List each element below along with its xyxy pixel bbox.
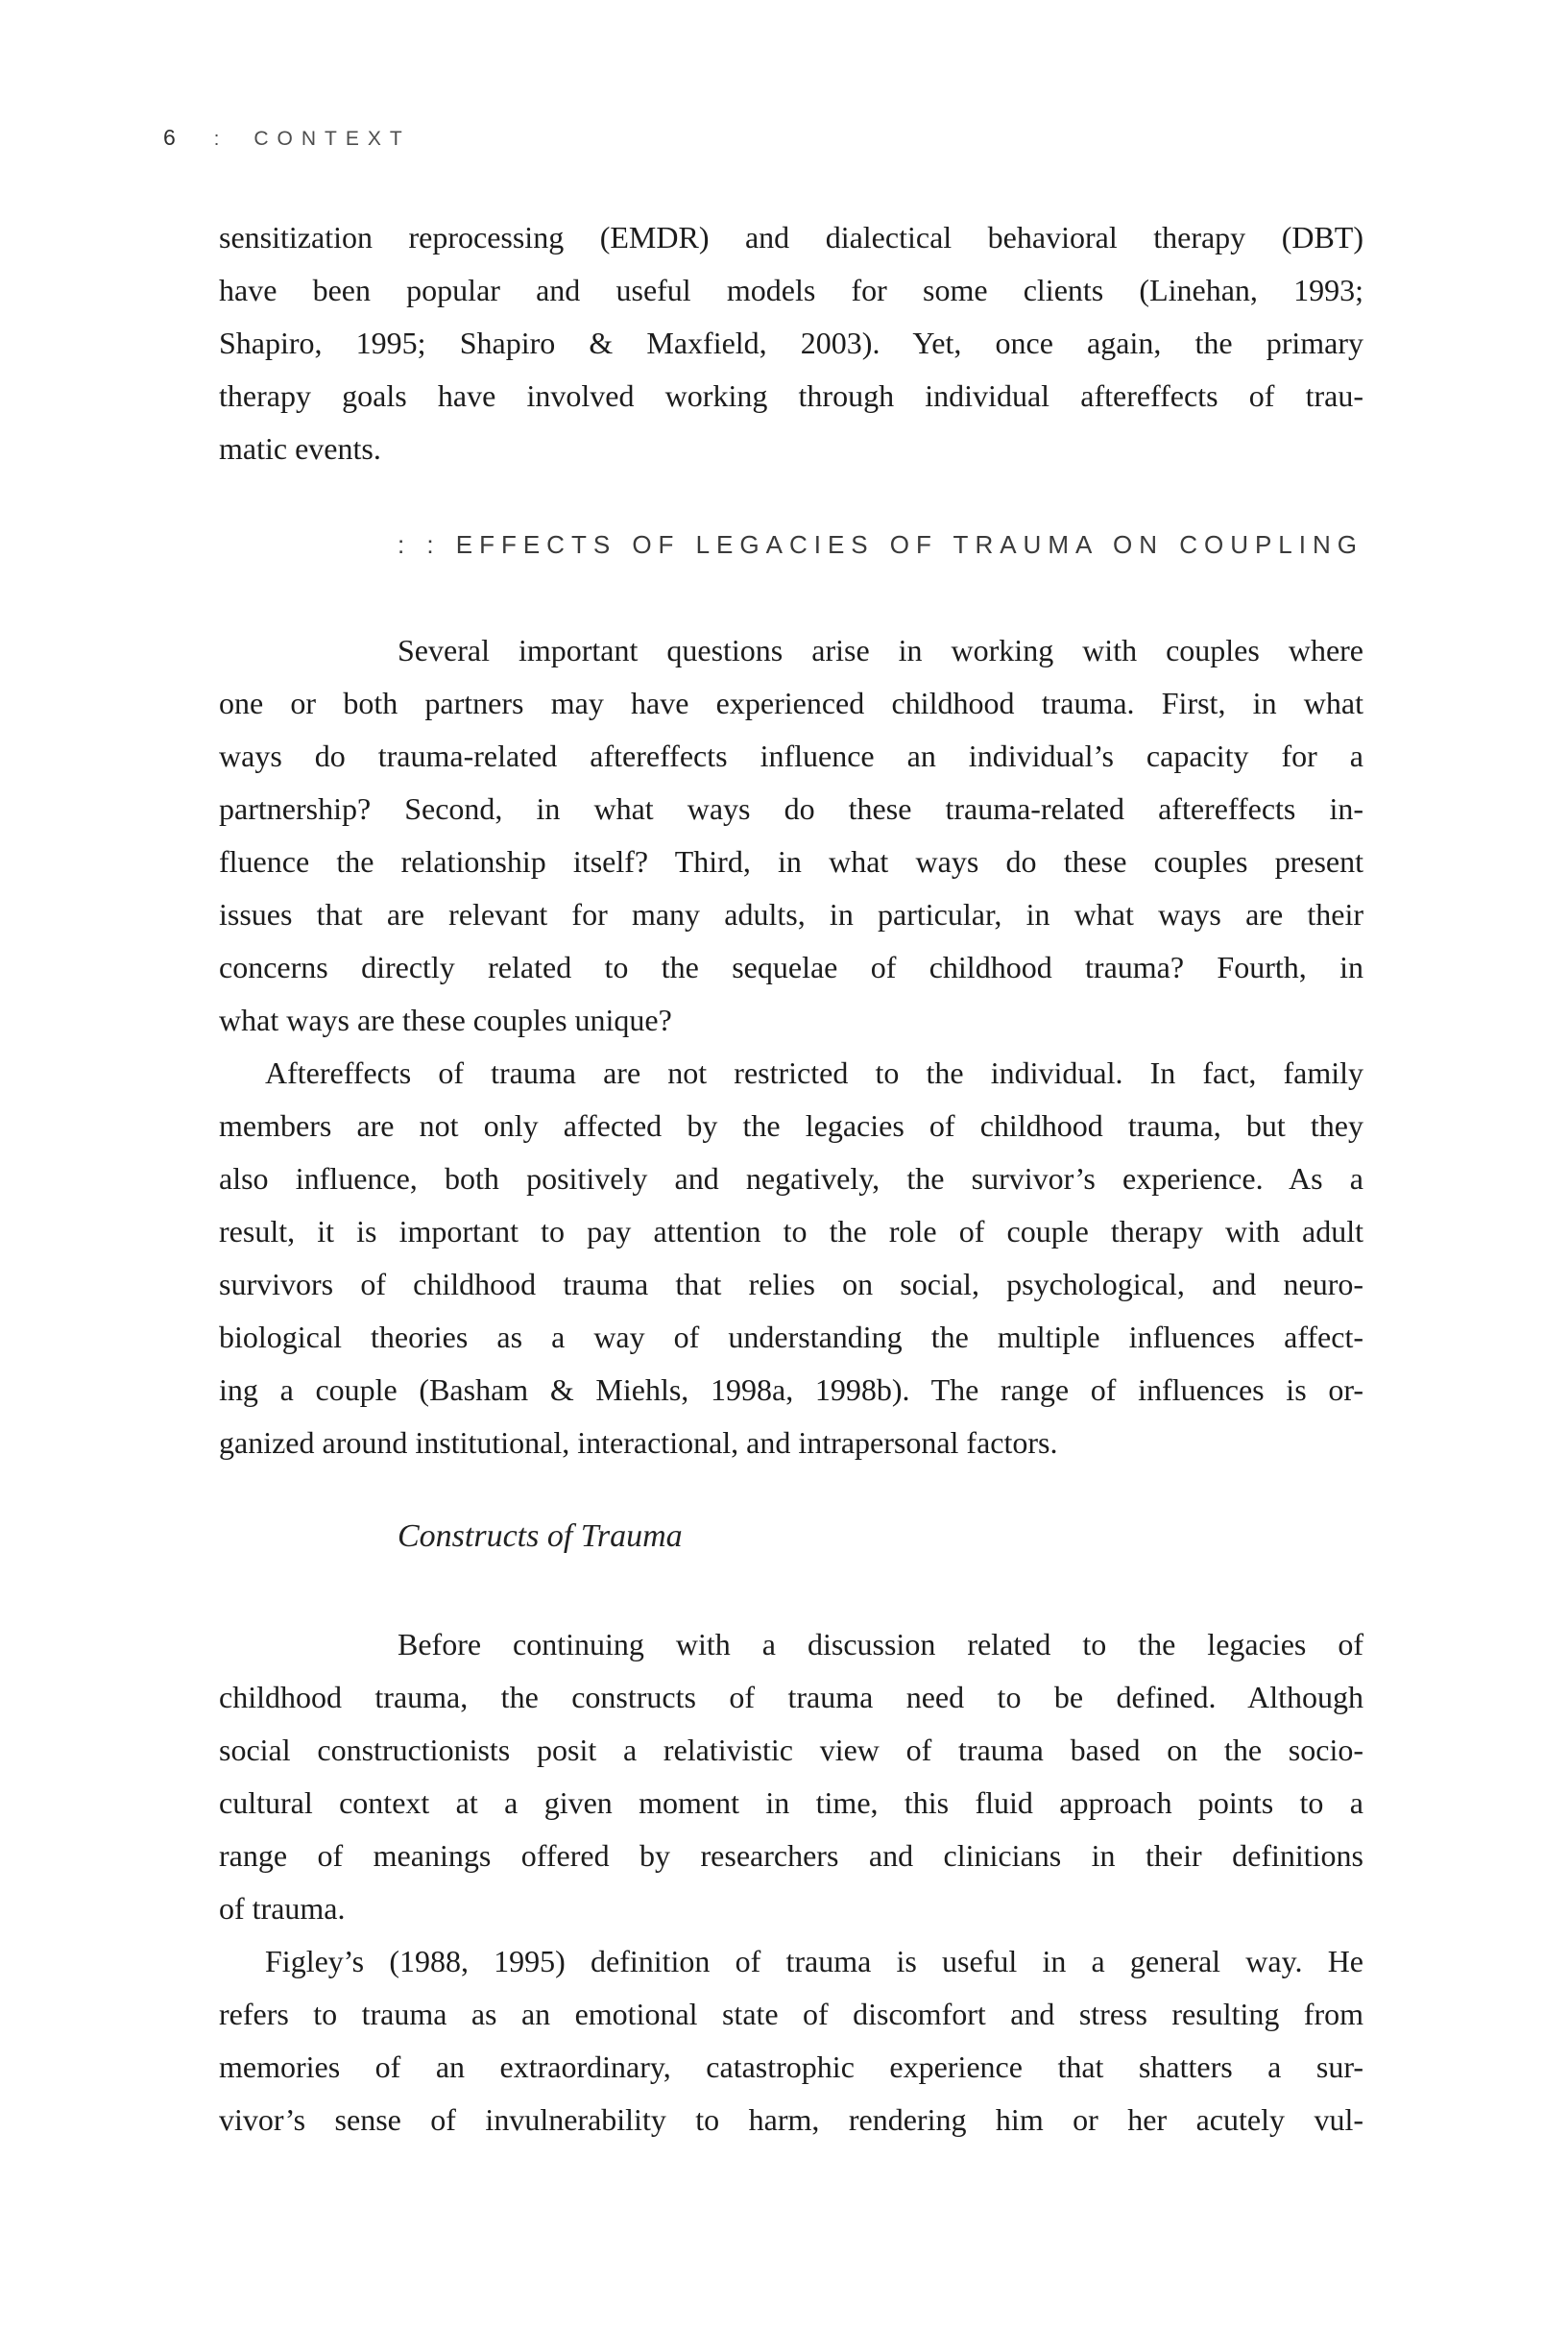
text-column (219, 0, 1363, 2146)
text-line: social constructionists posit a relativistic view of trauma based on the socio- (219, 1733, 1363, 1767)
text-line: have been popular and useful models for some clients (Linehan, 1993; (219, 273, 1363, 307)
text-line: biological theories as a way of understanding the multiple influences affect- (219, 1320, 1363, 1354)
text-line: members are not only affected by the legacies of childhood trauma, but they (219, 1108, 1363, 1143)
paragraph (219, 1618, 1363, 1935)
text-line: cultural context at a given moment in time, this fluid approach points to a (219, 1785, 1363, 1820)
text-line: partnership? Second, in what ways do these trauma-related aftereffects in- (219, 791, 1363, 826)
text-line: Before continuing with a discussion related to the legacies of (398, 1627, 1363, 1661)
page-number: 6 (163, 125, 176, 150)
paragraph (219, 624, 1363, 1047)
text-line: Shapiro, 1995; Shapiro & Maxfield, 2003). Yet, once again, the primary (219, 326, 1363, 360)
paragraph (219, 211, 1363, 475)
text-line: survivors of childhood trauma that relies on social, psychological, and neuro- (219, 1267, 1363, 1301)
text-line: result, it is important to pay attention to the role of couple therapy with adult (219, 1214, 1363, 1249)
text-line: ing a couple (Basham & Miehls, 1998a, 1998b). The range of influences is or- (219, 1372, 1363, 1407)
section-heading: : : EFFECTS OF LEGACIES OF TRAUMA ON COUPLING (398, 530, 1363, 559)
text-line: ways do trauma-related aftereffects influence an individual’s capacity for a (219, 739, 1363, 773)
text-line: memories of an extraordinary, catastrophic experience that shatters a sur- (219, 2049, 1363, 2084)
text-line: range of meanings offered by researchers and clinicians in their definitions (219, 1838, 1363, 1873)
running-head-title: CONTEXT (253, 128, 411, 150)
subsection-heading: Constructs of Trauma (398, 1518, 683, 1554)
text-line: matic events. (219, 431, 381, 466)
text-line: fluence the relationship itself? Third, in what ways do these couples present (219, 844, 1363, 879)
paragraph (219, 1935, 1363, 2146)
text-line: vivor’s sense of invulnerability to harm, rendering him or her acutely vul- (219, 2102, 1363, 2137)
text-line: sensitization reprocessing (EMDR) and dialectical behavioral therapy (DBT) (219, 220, 1363, 255)
text-line: ganized around institutional, interactional, and intrapersonal factors. (219, 1425, 1058, 1460)
running-head-separator: : (213, 129, 220, 150)
text-line: Several important questions arise in working with couples where (398, 633, 1363, 667)
text-line: of trauma. (219, 1891, 346, 1926)
paragraph (219, 1047, 1363, 1469)
text-line: therapy goals have involved working through individual aftereffects of trau- (219, 378, 1363, 413)
text-line: what ways are these couples unique? (219, 1003, 672, 1037)
text-line: Aftereffects of trauma are not restricted to the individual. In fact, family (265, 1055, 1363, 1090)
text-line: childhood trauma, the constructs of trauma need to be defined. Although (219, 1680, 1363, 1714)
text-line: refers to trauma as an emotional state of discomfort and stress resulting from (219, 1997, 1363, 2031)
text-line: concerns directly related to the sequelae of childhood trauma? Fourth, in (219, 950, 1363, 984)
text-line: issues that are relevant for many adults, in particular, in what ways are their (219, 897, 1363, 932)
text-line: one or both partners may have experienced childhood trauma. First, in what (219, 686, 1363, 720)
text-line: also influence, both positively and negatively, the survivor’s experience. As a (219, 1161, 1363, 1196)
text-line: Figley’s (1988, 1995) definition of trauma is useful in a general way. He (265, 1944, 1363, 1978)
